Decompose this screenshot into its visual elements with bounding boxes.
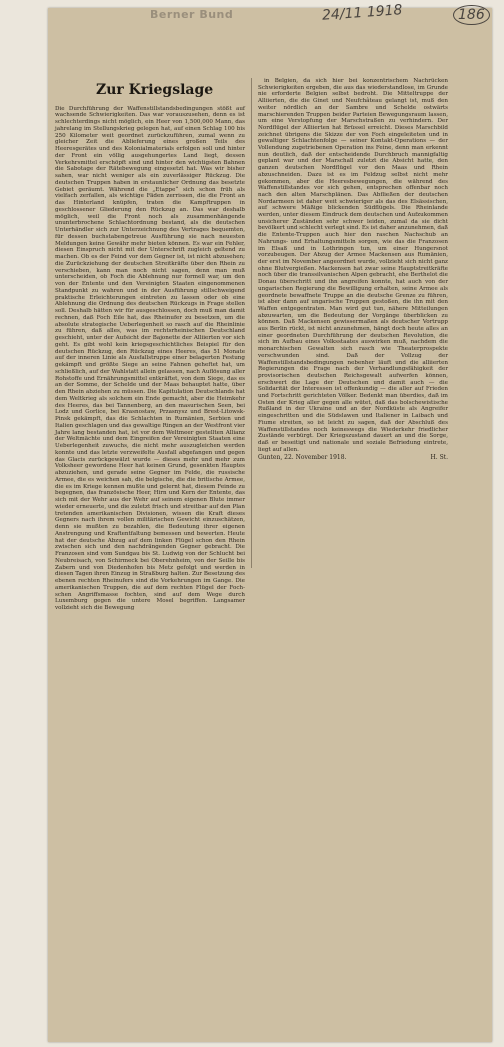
left-column	[55, 100, 245, 617]
right-column	[258, 78, 448, 462]
handwritten-page-number: 186	[453, 5, 490, 25]
newspaper-stamp: Berner Bund	[150, 8, 234, 21]
byline-initials: H. St.	[430, 454, 448, 462]
right-column-text: in Belgien, da sich hier bei konzentrischem Nachrücken Schwierigkeiten ergeben, die aus das wiederstandlose, im Grunde nie erforderte Belgien selbst bedroht. Die Mitteltruppe der Alliierten, die die Ginet und Neufchâteau gelangt ist, muß den weiter nördlich an der Sambre und Schelde ostwärts marschierenden Truppen beider Parteien Bewegungsraum lassen, um eine Verstopfung der Marschstraßen zu verhindern. Der Nordflügel der Alliierten hat Brüssel erreicht. Dieses Marschbild zeichnet übrigens die Skizze der von Foch eingeleiteten und in gewaltiger Schlachtenfolge — seiner Kontakt-Operations — der Vollendung zugetriebenen Operation ins Feine, denn man erkennt nun deutlich, daß der entscheidende Durchbruch mannigfaltig geplant war und der Marschall zuletzt die Absicht hatte, den ganzen deutschen Nordflügel vor den Maas und Rhein abzuschneiden. Dazu ist es im Feldzug selbst nicht mehr gekommen, aber die Heeresbewegungen, die während des Waffenstillstandes vor sich gehen, entsprechen offenbar noch nach den alten Marschplänen. Das Abfließen der deutschen Nordarmeen ist daher weit schwieriger als das des Elsässischen, auf schwere Mäßige blickenden Südflügels. Die Rheinlande werden, unter diesem Eindruck dem deutschen und Aufzukommen unsicherer Zuständen sehr schwer leiden, zumal da sie dicht bevölkert und schlecht verlegt sind. Es ist daher anzunehmen, daß die Entente-Truppen auch hier den raschen Nachschub an Nahrungs- und Erhaltungsmitteln sorgen, wie das die Franzosen im Elsaß und in Lothringen tun, um einer Hungersnot vorzubeugen. Der Abzug der Armee Mackensen aus Rumänien, der erst im November angeordnet wurde, vollzieht sich nicht ganz ohne Blutvergießen. Mackensen hat zwar seine Hauptstreitkräfte noch über die transsilvanischen Alpen gebracht, ehe Berthelot die Donau überschritt und ihn angreifen konnte, hat auch von der ungarischen Regierung die Bewilligung erhalten, seine Armee als geordnete bewaffnete Truppe an die deutsche Grenze zu führen, ist aber dann auf ungarische Truppen gestoßen, die ihn mit den Waffen entgegentraten. Man wird gut tun, nähere Mitteilungen abzuwarten, um die Bedeutung der Vorgänge überblicken zu können. Daß Mackensen gewissermaßen als deutscher Vortrupp aus Berlin rückt, ist nicht anzunehmen, hängt doch heute alles an einer geordneten Durchführung der deutschen Revolution, die sich im Aufbau eines Volksstaates auswirken muß, nachdem die monarchischen Gewalten sich rasch wie Theaterprospekte verschwunden sind. Daß der Vollzug der Waffenstillstandsbedingungen nebenher läuft und die alliierten Regierungen die Frage nach der Verhandlungsfähigkeit der provisorischen deutschen Reichsgewalt aufwerfen können, erschwert die Lage der Deutschen und damit auch — die Solidarität der Interessen ist offenkundig — die aller auf Frieden und Fortschritt gerichteten Völker. Bedenkt man überdies, daß im Osten der Krieg aller gegen alle wütet, daß das bolschewistische Rußland in der Ukraine und an der Nordküste als Angreifer eingeschritten und die Südslawen und Italiener in Laibach und Fiume streiten, so ist leicht zu sagen, daß der Abschluß des Waffenstillstandes noch keineswegs die Wiederkehr friedlicher Zustände verbürgt. Der Kriegszustand dauert an und die Sorge, daß er beseitigt und nationale und soziale Befriedung eintrete, liegt auf allen.	[258, 78, 449, 453]
column-divider	[251, 78, 252, 568]
byline-place-date: Gunten, 22. November 1918.	[258, 454, 347, 462]
article-headline: Zur Kriegslage	[96, 82, 214, 98]
byline	[258, 455, 448, 462]
left-column-text: Die Durchführung der Waffenstillstandsbedingungen stößt auf wachsende Schwierigkeiten. Das war vorauszusehen, denn es ist schlechterdings nicht möglich, ein Heer von 1,500,000 Mann, das jahrelang im Stellungskrieg gelegen hat, auf einen Schlag 100 bis 250 Kilometer weit geordnet zurückzuführen, zumal wenn zu gleicher Zeit die Ablieferung eines großen Teils des Heeresgerätes und des Kolonialmaterials erfolgen soll und hinter der Front ein völlig ausgehungertes Land liegt, dessen Verkehrsmittel erschöpft sind und hinter den wichtigsten Bahnen die Sabotage der Rätebewegung eingesetzt hat. Was wir bisher sahen, war nicht weniger als ein zuverlässiger Rückzug. Die deutschen Truppen haben in erstaunlicher Ordnung das besetzte Gebiet geräumt. Während die „Etappe“ sich schon früh als vielfach zerfallen, als wichtige Fäden zerrissen, die die Front an das Hinterland knüpfen, traten die Kampftruppen in geschlossener Gliederung den Rückzug an. Das war deshalb möglich, weil die Front noch als zusammenhängende ununterbrochene Schlachtordnung bestand, als die deutschen Unterhändler sich zur Unterzeichnung des Vertrages bequemten, für dessen buchstabengetreue Ausführung sie nach neuesten Meldungen keine Gewähr mehr bieten können. Es war ein Fehler, diesen Einspruch nicht mit der Unterschrift zugleich geltend zu machen. Ob es der Feind vor dem Gegner ist, ist nicht abzusehen; die Zurückziehung der deutschen Streitkräfte über den Rhein zu verschieben, kann man noch nicht sagen, denn man muß unterscheiden, ob Foch die Ablehnung nur formell war, um den von der Entente und den Vereinigten Staaten eingenommenen Standpunkt zu wahren und in der Ausführung stillschweigend praktische Erleichterungen eintreten zu lassen oder ob eine Ablehnung die Ordnung des deutschen Rückzugs in Frage stellen soll. Deshalb hätten wir für ausgeschlossen, doch muß man damit rechnen, daß Foch Eile hat, das Rheinufer zu besetzen, um die absolute strategische Ueberlegenheit so rasch auf die Rheinlinie zu führen, daß alles, was im rechtsrheinischen Deutschland geschieht, unter der Aufsicht der Bajonette der Alliierten vor sich geht. Es gibt wohl kein kriegsgeschichtliches Beispiel für den deutschen Rückzug, den Rückzug eines Heeres, das 51 Monate auf der inneren Linie als Ausfallstruppe einer belagerten Festung gekämpft und größte Siege an seine Fahnen geheftet hat, um schließlich, auf der Wahlstatt allein gelassen, nach Auflösung aller Rohstoffe und Ernährungsmittel entkräftet, von dem Siege, das es an der Somme, der Schelde und der Maas behauptet hatte, über den Rhein abziehen zu müssen. Die Kapitulation Deutschlands hat dem Weltkrieg als solchem ein Ende gemacht, aber die Heimkehr des Heeres, das bei Tannenberg, an den masurischen Seen, bei Lodz und Gorlice, bei Krasnostaw, Przasnysz und Brest-Litowsk-Pinsk gekämpft, das die Schlachten in Rumänien, Serbien und Italien geschlagen und das gewaltige Ringen an der Westfront vier Jahre lang bestanden hat, ist vor dem Weltmeer gestellten Allianz der Weltmächte und dem Eingreifen der Vereinigten Staaten eine Ueberlegenheit zuwuchs, die nicht mehr auszugleichen werden konnte und das letzte verzweifelte Ausfall abgefangen und gegen das Glacis zurückgewälzt wurde — dieses mehr und mehr zum Volksheer gewordene Heer hat keinen Grund, gesenkten Hauptes abzuziehen, und gerade seine Gegner im Felde, die russische Armee, die es weichen sah, die belgische, die die britische Armee, die es im Kriege kennen mußte und gelernt hat, diesem Feinde zu begegnen, das französische Heer, Hirn und Kern der Entente, das sich mit der Wehr aus der Wehr auf seinem eigenen Blute immer wieder erneuerte, und die zuletzt frisch und streitbar auf den Plan tretenden amerikanischen Divisionen, wissen die Kraft dieses Gegners nach ihrem vollen militärischen Gewicht einzuschätzen, denn sie mußten zu bezahlen, die Bedeutung ihrer eigenen Anstrengung und Kraftentfaltung bemessen und bewerten. Heute hat der deutsche Abzug auf dem linken Flügel schon den Rhein zwischen sich und den nachdrängenden Gegner gebracht. Die Franzosen sind vom Sundgau bis St. Ludwig von der Schlucht bei Neubreisach, von Schirmeck bei Oberehnheim, von der Seille bis Zabern und von Diedenhofen bis Metz gefolgt und werden in diesen Tagen ihren Einzug in Straßburg halten. Zur Besetzung des ebenen rechten Rheinufers sind die Vorkehrungen im Gange. Die amerikanischen Truppen, die auf dem rechten Flügel der Foch-schen Angriffsmasse fochten, sind auf dem Wege durch Luxemburg gegen die untere Mosel begriffen. Langsamer vollzieht sich die Bewegung	[55, 105, 246, 612]
handwritten-date: 24/11 1918	[321, 2, 403, 24]
